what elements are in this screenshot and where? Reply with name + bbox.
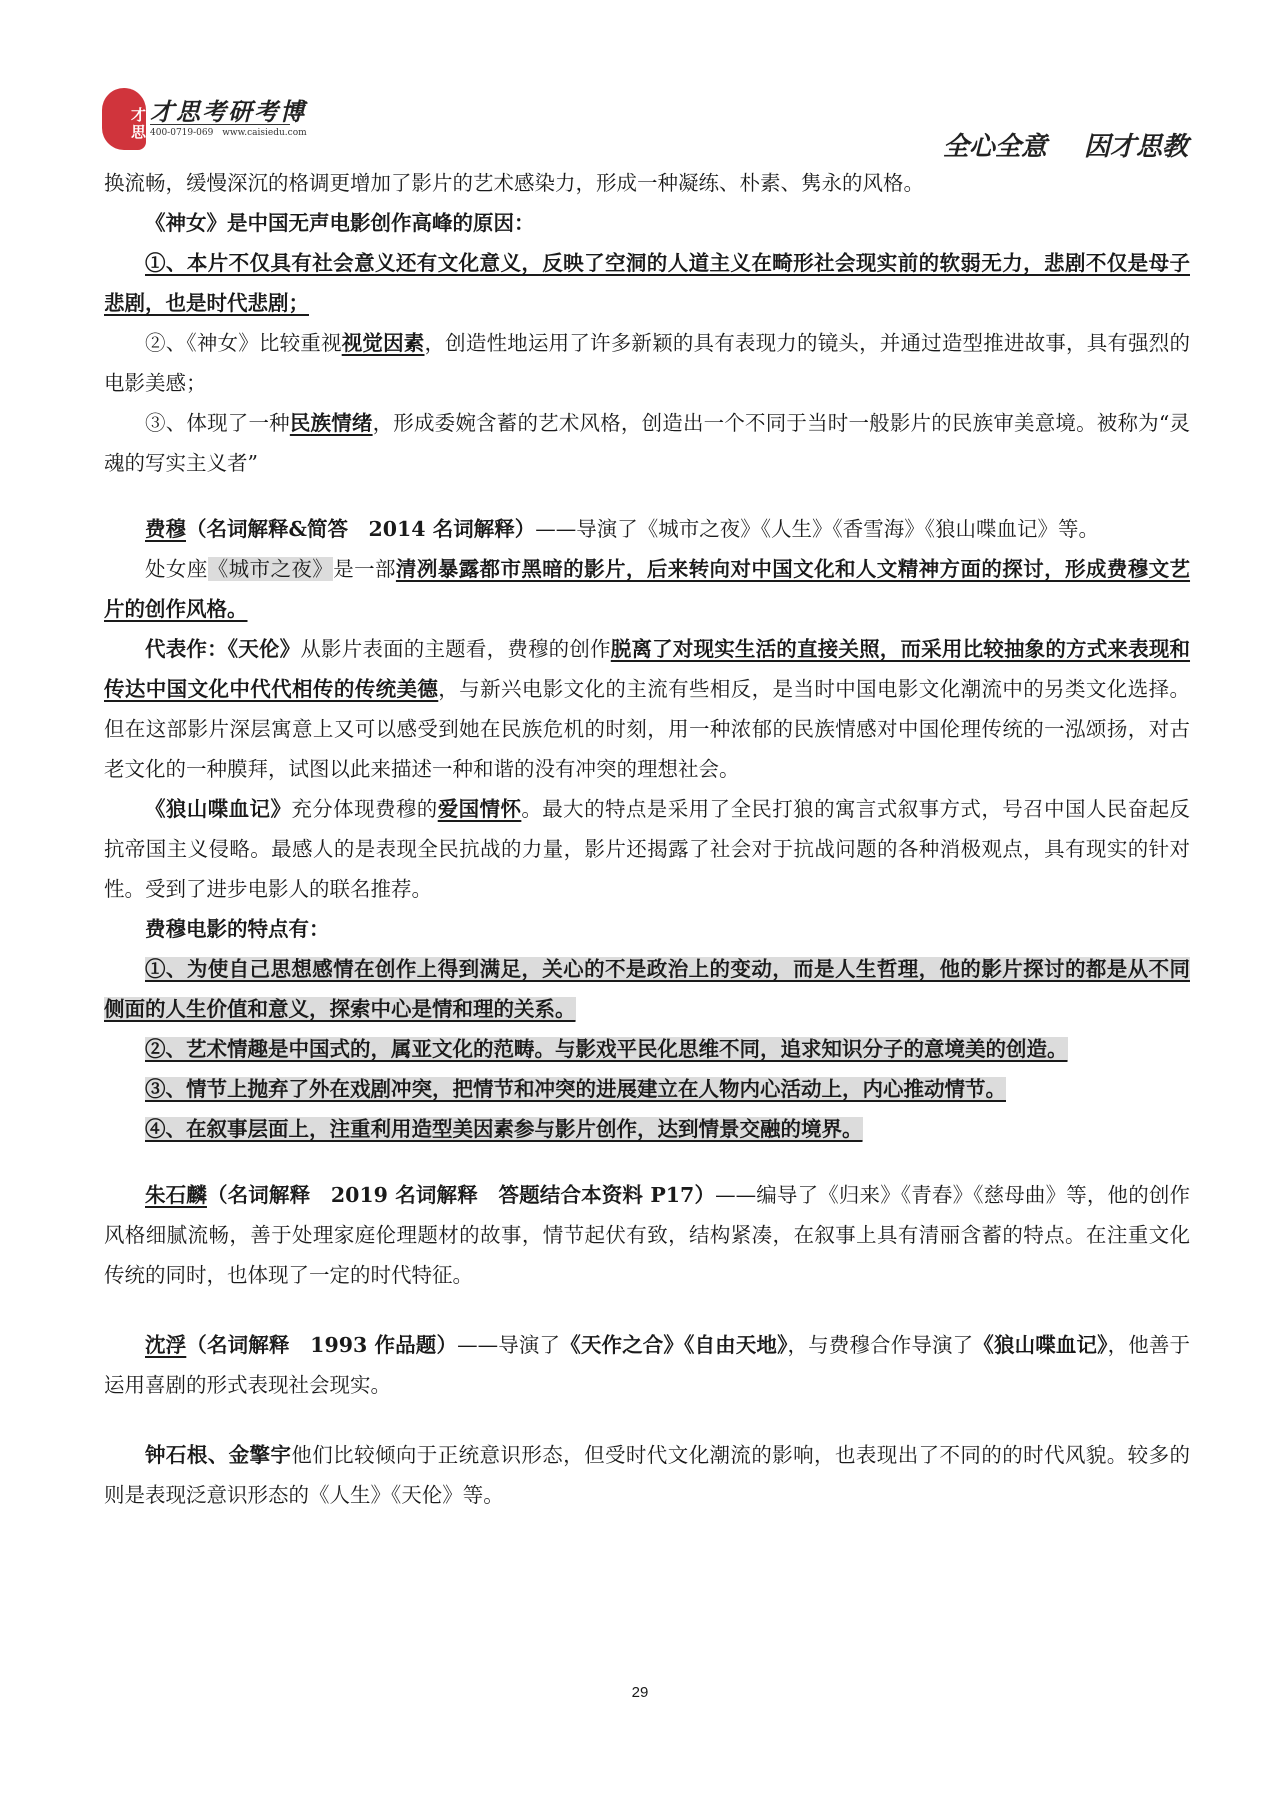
logo-name: 才思考研考博 <box>150 97 306 126</box>
entry-note: （名词解释&简答 2014 名词解释） <box>186 517 536 541</box>
logo-contact <box>150 128 313 138</box>
text-span: ，与费穆合作导演了 <box>787 1333 974 1357</box>
text-span: ——编导了《归来》《青春》《慈母曲》等，他的创作风格细腻流畅，善于处理家庭伦理题材的故事，情节起伏有致，结构紧凑，在叙事上具有清丽含蓄的特点。在注重文化传统的同时，也体现了一定的时代特征。 <box>104 1183 1191 1287</box>
bold-titles: 《天作之合》《自由天地》 <box>560 1333 788 1357</box>
spacer <box>104 1149 1190 1175</box>
text-span: ③、体现了一种 <box>145 411 290 435</box>
paragraph <box>104 549 1190 629</box>
entry-note: （名词解释 1993 作品题） <box>186 1333 458 1357</box>
logo-divider <box>150 124 290 125</box>
text-span: 充分体现费穆的 <box>291 797 438 821</box>
text-span: ——导演了《城市之夜》《人生》《香雪海》《狼山喋血记》等。 <box>535 517 1099 541</box>
entry-term: 沈浮 <box>145 1333 187 1357</box>
page-header <box>0 0 1280 175</box>
text-span: 是一部 <box>333 557 396 581</box>
highlighted-text: ①、为使自己思想感情在创作上得到满足，关心的不是政治上的变动，而是人生哲理，他的影片探讨的都是从不同侧面的人生价值和意义，探索中心是情和理的关系。 <box>104 957 1190 1021</box>
bold-label: 代表作：《天伦》 <box>145 637 301 661</box>
highlighted-title: 《城市之夜》 <box>207 557 334 581</box>
entry-paragraph <box>104 1325 1190 1405</box>
logo-website: www.caisiedu.com <box>222 128 307 138</box>
entry-term: 朱石麟 <box>145 1183 207 1207</box>
logo-phone: 400-0719-069 <box>150 128 214 138</box>
spacer <box>104 483 1190 509</box>
text-span: ②、《神女》比较重视 <box>145 331 342 355</box>
entry-note: （名词解释 2019 名词解释 答题结合本资料 P17） <box>206 1183 716 1207</box>
text-span: 。最大的特点是采用了全民打狼的寓言式叙事方式，号召中国人民奋起反抗帝国主义侵略。最感人的是表现全民抗战的力量，影片还揭露了社会对于抗战问题的各种消极观点，具有现实的针对性。受到了进步电影人的联名推荐。 <box>104 797 1191 901</box>
list-item <box>104 1029 1190 1069</box>
entry-paragraph <box>104 1435 1190 1515</box>
entry-paragraph <box>104 1175 1190 1295</box>
entry-term: 费穆 <box>145 517 186 541</box>
text-span: ——导演了 <box>457 1333 561 1357</box>
list-item <box>104 243 1190 323</box>
list-item <box>104 403 1190 483</box>
header-motto <box>915 126 1188 163</box>
highlighted-text: ②、艺术情趣是中国式的，属亚文化的范畴。与影戏平民化思维不同，追求知识分子的意境美的创造。 <box>145 1037 1068 1061</box>
text-span: 从影片表面的主题看，费穆的创作 <box>300 637 611 661</box>
text-span: ，形成委婉含蓄的艺术风格，创造出一个不同于当时一般影片的民族审美意境。被称为“灵魂的写实主义者” <box>104 411 1191 475</box>
paragraph: 换流畅，缓慢深沉的格调更增加了影片的艺术感染力，形成一种凝练、朴素、隽永的风格。 <box>104 171 924 195</box>
text-span: 他们比较倾向于正统意识形态，但受时代文化潮流的影响，也表现出了不同的的时代风貌。较多的则是表现泛意识形态的《人生》《天伦》等。 <box>104 1443 1190 1507</box>
list-item <box>104 949 1190 1029</box>
bold-label: 《狼山喋血记》 <box>145 797 292 821</box>
text-span: 处女座 <box>145 557 208 581</box>
bold-titles: 《狼山喋血记》 <box>973 1333 1108 1357</box>
entry-term: 钟石根、金擎宇 <box>145 1443 292 1467</box>
text-span: ，与新兴电影文化的主流有些相反，是当时中国电影文化潮流中的另类文化选择。但在这部影片深层寓意上又可以感受到她在民族危机的时刻，用一种浓郁的民族情感对中国伦理传统的一泓颂扬，对古老文化的一种膜拜，试图以此来描述一种和谐的没有冲突的理想社会。 <box>104 677 1191 781</box>
section-heading: 费穆电影的特点有： <box>145 917 330 941</box>
paragraph <box>104 789 1190 909</box>
list-item <box>104 323 1190 403</box>
key-term: 爱国情怀 <box>437 797 522 821</box>
underlined-text: 清冽暴露都市黑暗的影片，后来转向对中国文化和人文精神方面的探讨，形成费穆文艺片的创作风格。 <box>104 557 1191 621</box>
underlined-text: ①、本片不仅具有社会意义还有文化意义，反映了空洞的人道主义在畸形社会现实前的软弱无力，悲剧不仅是母子悲剧，也是时代悲剧； <box>104 251 1190 315</box>
entry-paragraph <box>104 509 1190 549</box>
spacer <box>104 1295 1190 1325</box>
key-term: 视觉因素 <box>341 331 425 355</box>
list-item <box>104 1069 1190 1109</box>
highlighted-text: ④、在叙事层面上，注重利用造型美因素参与影片创作，达到情景交融的境界。 <box>145 1117 863 1141</box>
motto-left: 全心全意 <box>942 132 1047 162</box>
paragraph <box>104 629 1190 789</box>
logo-badge: 才思 <box>102 88 146 150</box>
page-body <box>104 163 1190 1515</box>
key-term: 民族情绪 <box>289 411 373 435</box>
highlighted-text: ③、情节上抛弃了外在戏剧冲突，把情节和冲突的进展建立在人物内心活动上，内心推动情节。 <box>145 1077 1006 1101</box>
list-item <box>104 1109 1190 1149</box>
section-heading: 《神女》是中国无声电影创作高峰的原因： <box>145 211 535 235</box>
text-span: ，他善于运用喜剧的形式表现社会现实。 <box>104 1333 1191 1397</box>
page-number: 29 <box>631 1684 649 1701</box>
underlined-text: 脱离了对现实生活的直接关照，而采用比较抽象的方式来表现和传达中国文化中代代相传的传统美德 <box>104 637 1191 701</box>
motto-right: 因才思教 <box>1083 132 1188 162</box>
spacer <box>104 1405 1190 1435</box>
text-span: ，创造性地运用了许多新颖的具有表现力的镜头，并通过造型推进故事，具有强烈的电影美感； <box>104 331 1191 395</box>
